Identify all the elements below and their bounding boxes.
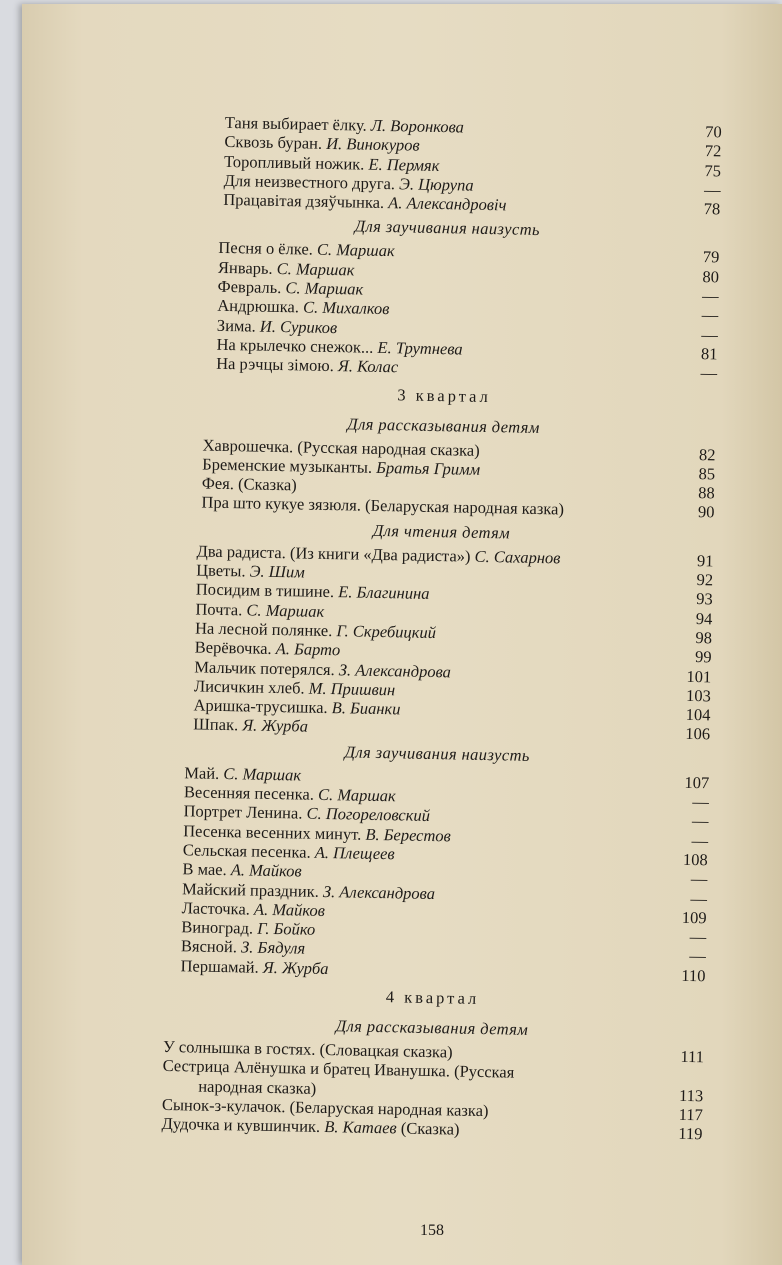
entry-title: Андрюшка. [217, 296, 300, 317]
entry-title: Сестрица Алёнушка и братец Иванушка. (Русская [162, 1056, 515, 1082]
entry-title: Бременские музыканты. [202, 454, 373, 477]
entry-page: 107 [684, 772, 710, 793]
page-number: 158 [420, 1222, 444, 1239]
section-heading: Для заучивания наизусть [354, 216, 541, 240]
entry-author: З. Бядуля [240, 937, 306, 959]
entry-title: Январь. [217, 257, 273, 278]
entry-title: Вясной. [180, 936, 238, 957]
entry-title: Два радиста. (Из книги «Два радиста») [196, 541, 471, 566]
entry-title: Пра што кукуе зязюля. (Беларуская народная казка) [201, 492, 565, 519]
entry-title: Зима. [216, 315, 256, 336]
entry-title: У солнышка в гостях. (Словацкая сказка) [162, 1036, 453, 1062]
entry-title: Майский праздник. [181, 878, 320, 901]
entry-page: — [700, 363, 718, 383]
entry-page: 101 [686, 666, 712, 686]
entry-page: 78 [703, 199, 721, 219]
entry-author: Г. Скребицкий [336, 621, 437, 643]
entry-author: С. Сахарнов [474, 546, 561, 568]
entry-page: — [690, 869, 708, 889]
entry-text [180, 956, 328, 979]
entry-page: 72 [704, 141, 722, 161]
entry-title: В мае. [182, 859, 227, 880]
entry-title: Фея. (Сказка) [201, 473, 297, 495]
entry-page: — [701, 286, 719, 306]
quarter-heading: 3 квартал [397, 384, 492, 406]
entry-title: Верёвочка. [194, 637, 272, 659]
entry-author: А. Плещеев [314, 842, 395, 864]
entry-page: 117 [678, 1104, 704, 1125]
entry-author: А. Барто [275, 639, 341, 660]
entry-author: С. Маршак [246, 600, 325, 621]
entry-title: Почта. [195, 599, 243, 619]
entry-author: С. Маршак [285, 278, 364, 299]
entry-suffix: (Сказка) [400, 1118, 460, 1139]
entry-author: Е. Трутнева [377, 337, 463, 359]
entry-text [202, 474, 297, 496]
entry-author: З. Александрова [338, 659, 452, 681]
entry-page: 82 [698, 444, 716, 464]
entry-title: На лесной полянке. [194, 618, 333, 641]
entry-title: Сельская песенка. [182, 840, 311, 862]
entry-author: С. Маршак [276, 258, 355, 280]
entry-page: 90 [697, 502, 715, 522]
entry-page: 99 [694, 647, 712, 667]
entry-author: В. Катаев [324, 1117, 397, 1138]
entry-author: А. Майков [230, 860, 302, 881]
entry-page: 91 [696, 550, 714, 571]
entry-page: — [701, 324, 719, 345]
entry-author: А. Александровіч [388, 193, 507, 215]
entry-title: народная сказка) [198, 1076, 317, 1098]
entry-title: Першамай. [180, 955, 259, 977]
entry-title: Посидим в тишине. [195, 579, 335, 602]
entry-page: 109 [681, 907, 707, 928]
entry-title: Аришка-трусишка. [193, 695, 328, 718]
entry-title: Весенняя песенка. [183, 782, 315, 804]
entry-author: М. Пришвин [308, 678, 396, 700]
entry-page: 113 [678, 1085, 704, 1105]
entry-page: — [689, 927, 707, 947]
entry-page: 104 [685, 705, 711, 725]
entry-author: С. Маршак [317, 784, 396, 806]
entry-author: И. Винокуров [326, 134, 420, 155]
entry-text [216, 354, 398, 377]
entry-title: На рэчцы зімою. [215, 354, 335, 376]
entry-author: С. Михалков [302, 297, 390, 319]
entry-page: 75 [704, 160, 722, 181]
entry-title: Песенка весенних минут. [183, 820, 362, 844]
entry-page: 103 [685, 685, 712, 706]
entry-author: Э. Цюрупа [398, 174, 474, 195]
entry-page: — [690, 888, 708, 908]
entry-page: 98 [695, 627, 713, 648]
entry-page: 88 [698, 483, 715, 503]
entry-author: Г. Бойко [257, 918, 316, 939]
entry-page: 111 [680, 1046, 705, 1067]
entry-title: Мальчик потерялся. [194, 656, 335, 679]
entry-author: А. Майков [253, 899, 326, 920]
entry-page: — [691, 830, 709, 850]
entry-text [193, 715, 308, 737]
entry-author: Братья Гримм [376, 457, 481, 479]
entry-title: Виноград. [181, 917, 254, 938]
entry-title: Торопливый ножик. [223, 151, 365, 174]
entry-author: Е. Пермяк [368, 154, 440, 175]
entry-title: Для неизвестного друга. [223, 170, 396, 194]
entry-page: — [701, 305, 719, 325]
entry-page: — [703, 180, 721, 200]
entry-title: Портрет Ленина. [183, 801, 303, 823]
entry-author: В. Берестов [365, 824, 452, 845]
entry-author: И. Суриков [259, 316, 338, 337]
entry-title: Шпак. [193, 714, 239, 735]
entry-author: Я. Журба [242, 715, 309, 737]
entry-author: Л. Воронкова [370, 115, 465, 137]
entry-title: Февраль. [217, 276, 282, 298]
entry-title: Таня выбирает ёлку. [224, 112, 367, 135]
entry-page: 119 [678, 1123, 703, 1144]
entry-page: 110 [681, 965, 706, 985]
entry-author: В. Бианки [331, 698, 401, 719]
entry-title: Цветы. [196, 560, 246, 581]
entry-title: Песня о ёлке. [218, 238, 314, 260]
entry-author: Э. Шим [249, 561, 305, 582]
table-of-contents [157, 112, 722, 1144]
entry-page: 108 [682, 849, 708, 870]
entry-page: 79 [702, 247, 720, 267]
entry-page: 94 [695, 608, 713, 629]
entry-page: — [689, 946, 707, 966]
section-heading: Для заучивания наизусть [344, 742, 531, 765]
entry-page: 70 [705, 122, 722, 142]
entry-title: Хаврошечка. (Русская народная сказка) [202, 435, 480, 460]
entry-page: — [691, 811, 709, 831]
entry-author: Я. Колас [337, 356, 399, 377]
entry-page: 80 [702, 266, 720, 287]
section-heading: Для чтения детям [372, 520, 511, 543]
entry-author: Е. Благинина [338, 582, 430, 604]
entry-title: Сквозь буран. [224, 132, 323, 154]
section-heading: Для рассказывания детям [335, 1016, 529, 1039]
entry-title: Дудочка и кувшинчик. [161, 1114, 321, 1137]
entry-page: — [692, 792, 710, 812]
entry-author: З. Александрова [322, 881, 436, 903]
entry-title: Сынок-з-кулачок. (Беларуская народная казка) [161, 1094, 489, 1121]
entry-title: Лисичкин хлеб. [193, 676, 305, 698]
book-page [22, 4, 782, 1265]
entry-title: Працавітая дзяўчынка. [223, 190, 385, 213]
entry-author: Я. Журба [262, 957, 329, 978]
entry-author: С. Маршак [223, 763, 302, 785]
entry-title: На крылечко снежок... [216, 334, 374, 357]
quarter-heading: 4 квартал [385, 987, 480, 1008]
entry-page: 81 [700, 344, 718, 364]
entry-author: С. Погореловский [306, 803, 431, 826]
entry-page: 106 [685, 724, 711, 744]
entry-page: 93 [696, 589, 713, 609]
entry-title: Ласточка. [181, 898, 251, 919]
entry-page: 92 [696, 570, 714, 590]
section-heading: Для рассказывания детям [347, 413, 540, 437]
entry-author: С. Маршак [316, 240, 395, 261]
entry-page: 85 [698, 463, 716, 484]
entry-title: Май. [184, 762, 220, 783]
